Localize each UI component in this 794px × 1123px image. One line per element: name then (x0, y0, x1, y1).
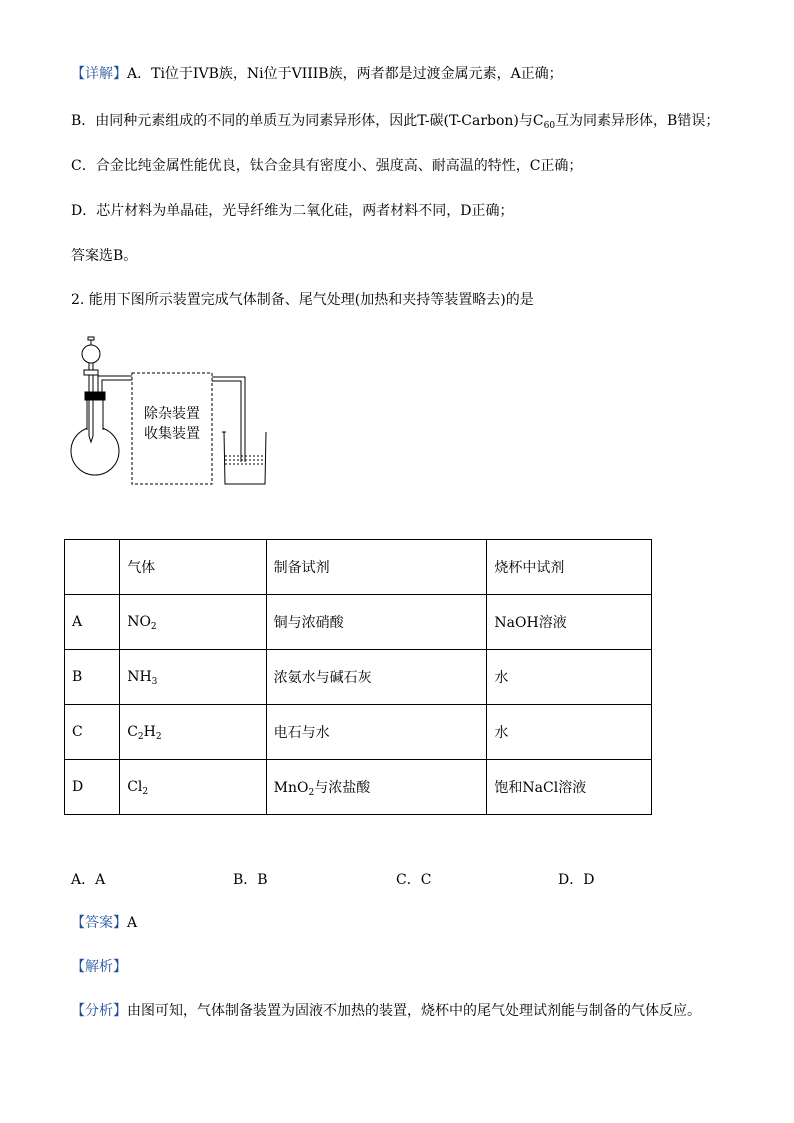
row-label: D (65, 760, 120, 815)
header-cell (65, 540, 120, 595)
beaker-cell: 饱和NaCl溶液 (487, 760, 652, 815)
option-c[interactable]: C．C (396, 872, 432, 888)
gas-cell: $Cl_2$ (120, 760, 266, 815)
round-bottom-flask (71, 427, 119, 475)
delivery-tube-left (98, 376, 132, 392)
answer-line: 【答案】A (71, 915, 138, 931)
beaker-cell: NaOH溶液 (487, 595, 652, 650)
gas-cell: $NO_2$ (120, 595, 266, 650)
beaker-cell: 水 (487, 650, 652, 705)
table-row (65, 705, 652, 760)
stopper (85, 392, 105, 400)
reagent-cell: 铜与浓硝酸 (266, 595, 487, 650)
table-row (65, 595, 652, 650)
gas-cell: $NH_3$ (120, 650, 266, 705)
explain-line-a: 【详解】A．Ti位于IVB族，Ni位于VIIIB族，两者都是过渡金属元素，A正确； (71, 66, 563, 82)
detail-tag: 【详解】 (71, 66, 127, 82)
explain-line-c: C．合金比纯金属性能优良，钛合金具有密度小、强度高、耐高温的特性，C正确； (71, 158, 583, 174)
analysis-tag: 【解析】 (71, 959, 127, 975)
header-cell: 制备试剂 (266, 540, 487, 595)
header-cell: 烧杯中试剂 (487, 540, 652, 595)
fenxi-tag: 【分析】 (71, 1003, 127, 1019)
option-b[interactable]: B．B (233, 872, 268, 888)
reagent-cell: 电石与水 (266, 705, 487, 760)
fenxi-line: 【分析】由图可知，气体制备装置为固液不加热的装置，烧杯中的尾气处理试剂能与制备的气体反应。 (71, 1003, 701, 1019)
row-label: C (65, 705, 120, 760)
row-label: A (65, 595, 120, 650)
answer-tag: 【答案】 (71, 915, 127, 931)
option-a[interactable]: A．A (71, 872, 106, 888)
analysis-heading (71, 957, 127, 977)
row-label: B (65, 650, 120, 705)
question-2-stem: 2. 能用下图所示装置完成气体制备、尾气处理(加热和夹持等装置略去)的是 (71, 292, 534, 308)
separatory-funnel (82, 345, 100, 363)
table-header-row (65, 540, 652, 595)
answer-choice-line: 答案选B。 (71, 248, 138, 264)
reagent-table (64, 539, 652, 815)
reagent-cell: MnO$_2$与浓盐酸 (266, 760, 487, 815)
explain-line-d: D．芯片材料为单晶硅，光导纤维为二氧化硅，两者材料不同，D正确； (71, 203, 514, 219)
delivery-tube-right (212, 377, 245, 462)
table-row (65, 650, 652, 705)
apparatus-diagram (70, 336, 270, 488)
beaker-cell: 水 (487, 705, 652, 760)
header-cell: 气体 (120, 540, 266, 595)
box-label-2: 收集装置 (144, 426, 200, 442)
explain-line-b: B．由同种元素组成的不同的单质互为同素异形体，因此T-碳(T-Carbon)与$C_{60}$互为同素异形体，B错误； (71, 113, 720, 131)
reagent-cell: 浓氨水与碱石灰 (266, 650, 487, 705)
box-label-1: 除杂装置 (144, 406, 200, 422)
option-d[interactable]: D．D (558, 872, 595, 888)
gas-cell: $C_2H_2$ (120, 705, 266, 760)
table-row (65, 760, 652, 815)
